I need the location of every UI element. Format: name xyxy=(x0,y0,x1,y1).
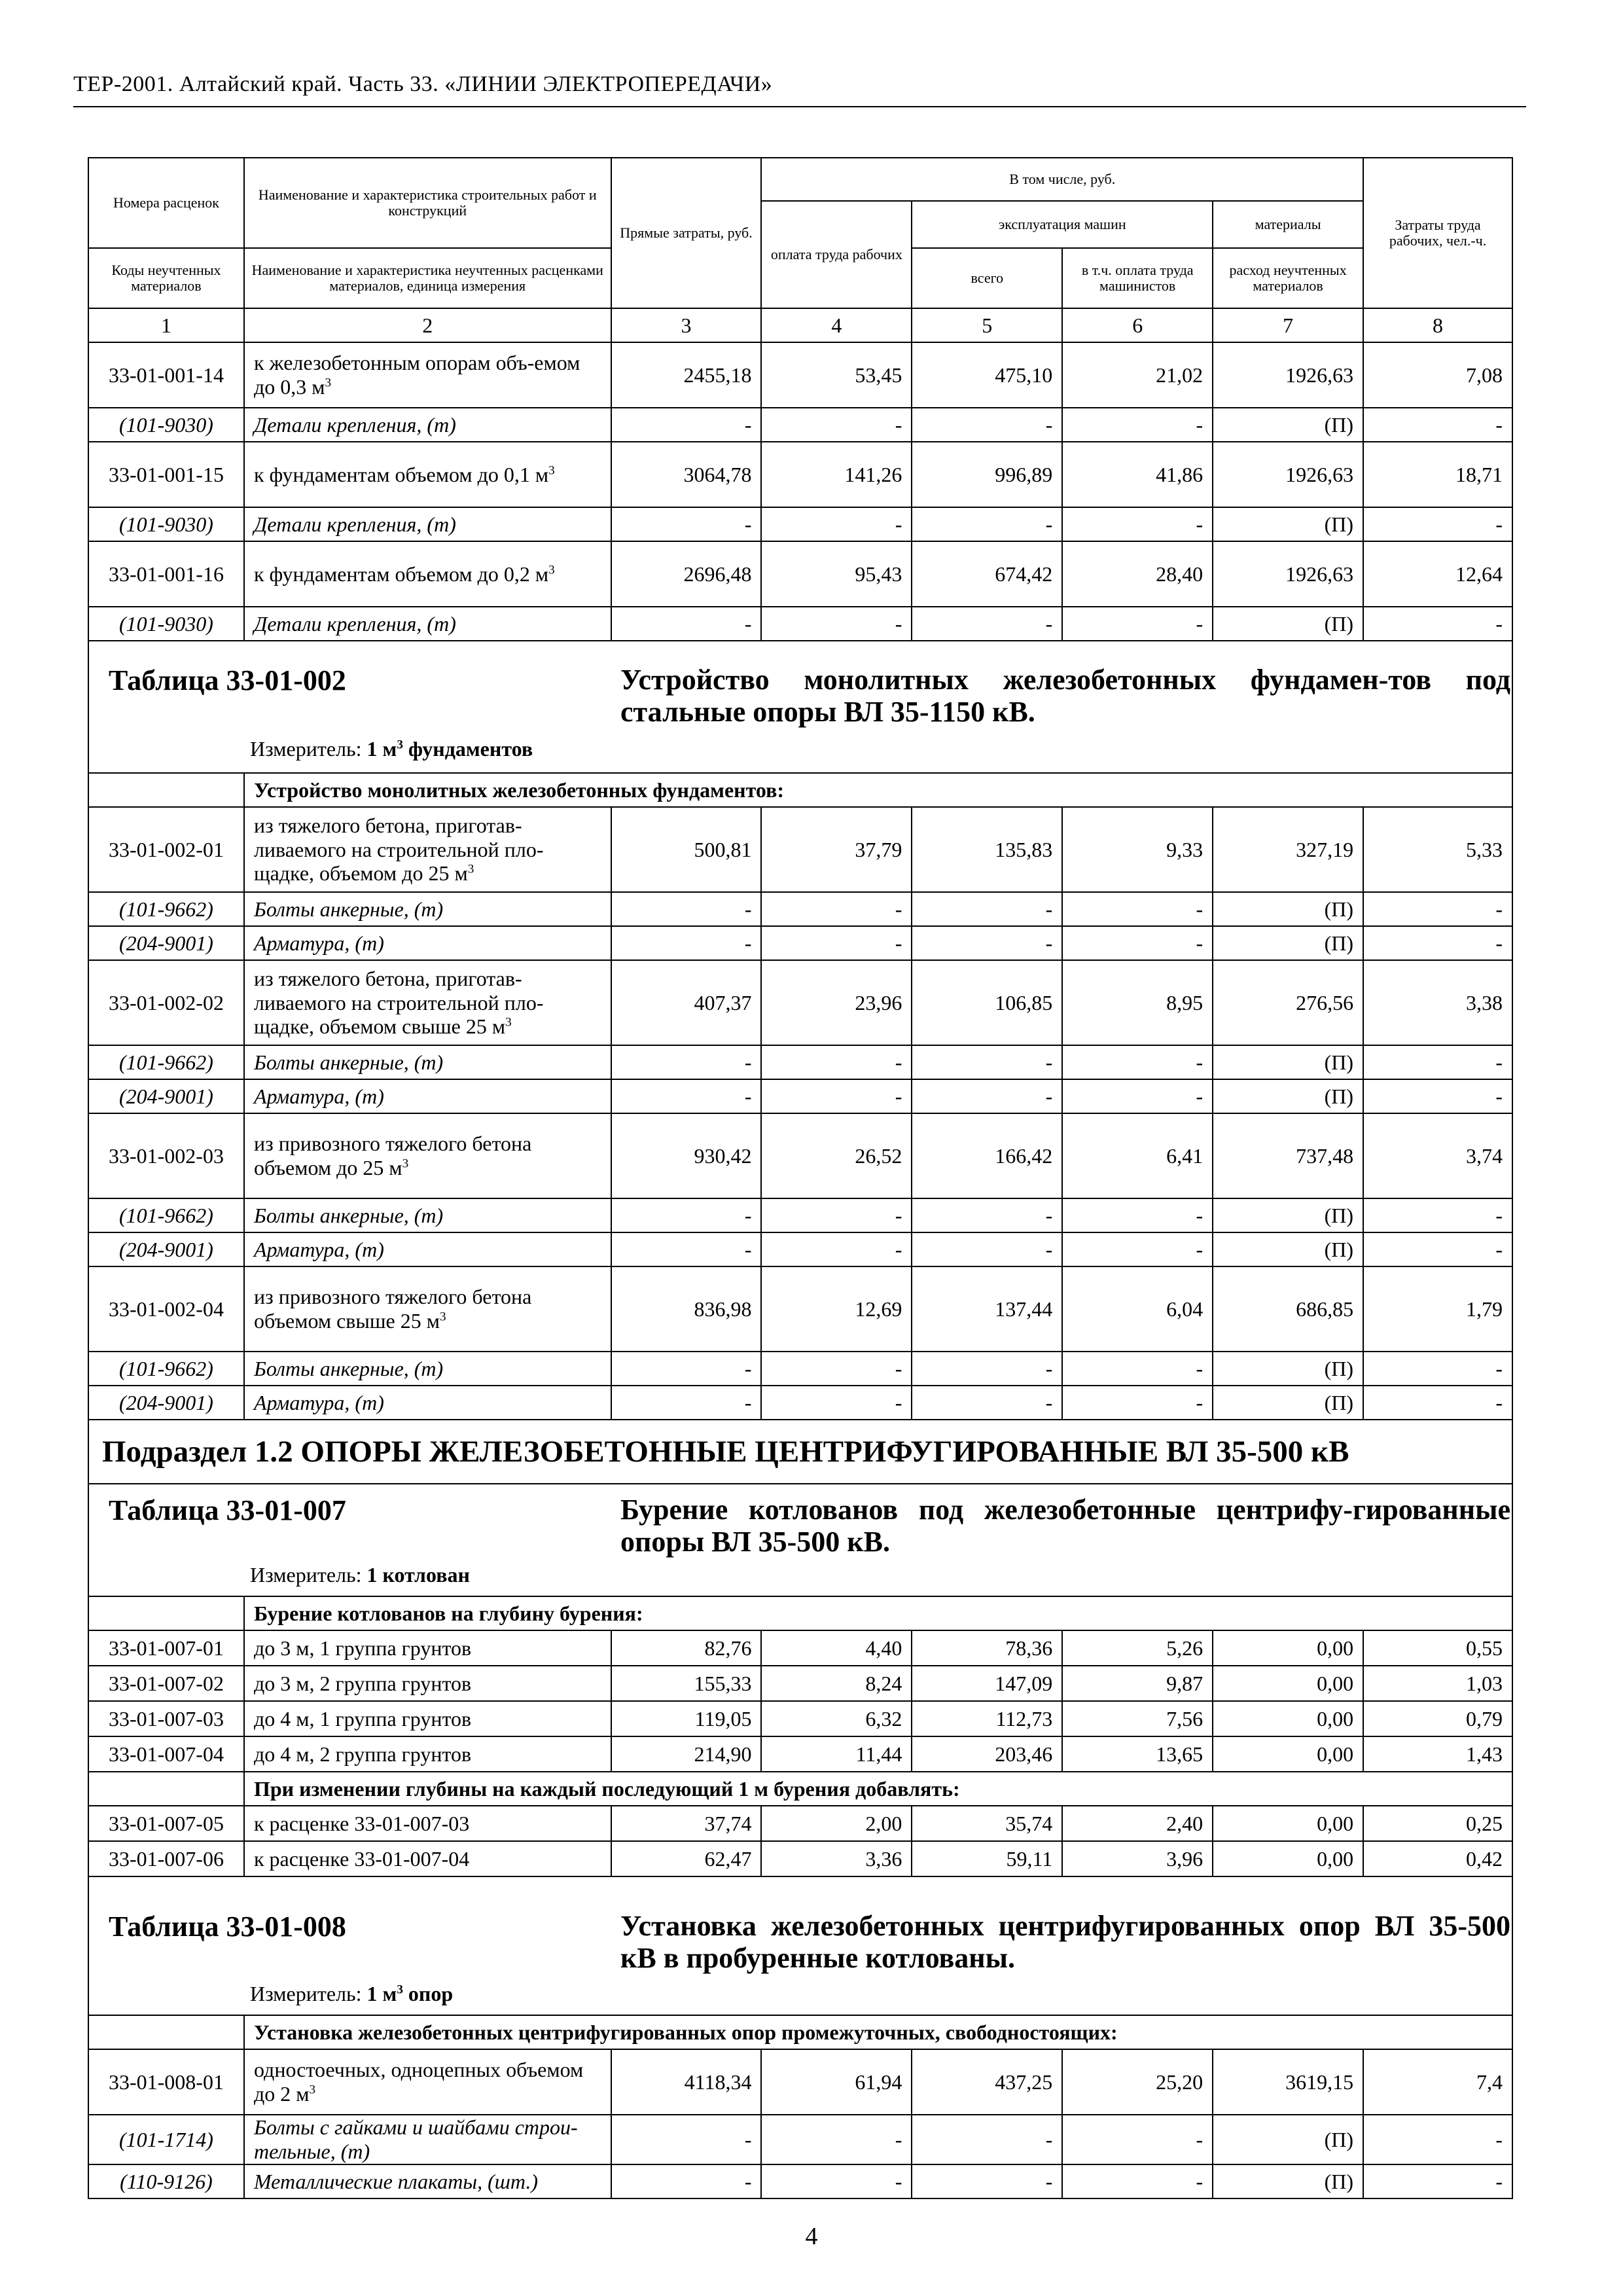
col-number: 2 xyxy=(244,308,611,342)
material-code: (101-9662) xyxy=(88,1352,244,1386)
direct-costs: - xyxy=(611,507,762,541)
machinist-pay: 3,96 xyxy=(1062,1841,1213,1876)
col-header-including: В том числе, руб. xyxy=(761,158,1363,201)
labor-hours: - xyxy=(1363,1352,1512,1386)
table-row xyxy=(88,2049,1512,2115)
col-header-rate-numbers: Номера расценок xyxy=(88,158,244,248)
labor-pay: 8,24 xyxy=(761,1666,912,1701)
labor-hours: - xyxy=(1363,1079,1512,1113)
direct-costs: - xyxy=(611,607,762,641)
direct-costs: 37,74 xyxy=(611,1806,762,1841)
material-code: (101-9030) xyxy=(88,507,244,541)
labor-hours: - xyxy=(1363,926,1512,960)
direct-costs: 4118,34 xyxy=(611,2049,762,2115)
col-number: 1 xyxy=(88,308,244,342)
labor-hours: - xyxy=(1363,408,1512,442)
labor-hours: 1,43 xyxy=(1363,1736,1512,1772)
group1-body xyxy=(88,342,1512,641)
labor-pay: - xyxy=(761,1386,912,1420)
labor-pay: - xyxy=(761,1079,912,1113)
materials-cost: (П) xyxy=(1213,408,1363,442)
machine-total: - xyxy=(912,926,1062,960)
col-number: 5 xyxy=(912,308,1062,342)
machinist-pay: 5,26 xyxy=(1062,1630,1213,1666)
materials-cost: 276,56 xyxy=(1213,960,1363,1045)
materials-cost: 1926,63 xyxy=(1213,541,1363,607)
table-row xyxy=(88,1701,1512,1736)
col-header-material-names: Наименование и характеристика неучтенных расценками материалов, единица измерения xyxy=(244,248,611,308)
machinist-pay: 13,65 xyxy=(1062,1736,1213,1772)
material-name: Детали крепления, (т) xyxy=(244,507,611,541)
page-number: 4 xyxy=(805,2223,818,2250)
material-name: Арматура, (т) xyxy=(244,1232,611,1266)
labor-hours: - xyxy=(1363,2164,1512,2198)
machine-total: 203,46 xyxy=(912,1736,1062,1772)
table-row xyxy=(88,342,1512,408)
direct-costs: - xyxy=(611,1079,762,1113)
machinist-pay: 6,41 xyxy=(1062,1113,1213,1198)
superscript: 3 xyxy=(402,1157,409,1171)
material-name: Болты анкерные, (т) xyxy=(244,1352,611,1386)
rate-code: 33-01-007-04 xyxy=(88,1736,244,1772)
table-description: Бурение котлованов под железобетонные центрифу-гированные опоры ВЛ 35-500 кВ. xyxy=(620,1494,1510,1558)
table-002-header xyxy=(88,641,1512,773)
superscript: 3 xyxy=(467,862,474,876)
materials-cost: 0,00 xyxy=(1213,1806,1363,1841)
labor-hours: 7,4 xyxy=(1363,2049,1512,2115)
machinist-pay: 2,40 xyxy=(1062,1806,1213,1841)
table-row xyxy=(88,807,1512,892)
rate-name: к фундаментам объемом до 0,1 $м^3$ xyxy=(244,442,611,507)
machine-total: - xyxy=(912,507,1062,541)
direct-costs: 2455,18 xyxy=(611,342,762,408)
rate-code: 33-01-001-16 xyxy=(88,541,244,607)
machine-total: 78,36 xyxy=(912,1630,1062,1666)
labor-hours: - xyxy=(1363,607,1512,641)
labor-pay: 3,36 xyxy=(761,1841,912,1876)
table-007-body xyxy=(88,1630,1512,1772)
table-row xyxy=(88,1630,1512,1666)
rate-code: 33-01-007-05 xyxy=(88,1806,244,1841)
rate-name: к расценке 33-01-007-04 xyxy=(244,1841,611,1876)
labor-pay: 2,00 xyxy=(761,1806,912,1841)
table-row xyxy=(88,960,1512,1045)
labor-pay: - xyxy=(761,1045,912,1079)
machine-total: 996,89 xyxy=(912,442,1062,507)
col-number: 4 xyxy=(761,308,912,342)
machinist-pay: - xyxy=(1062,926,1213,960)
material-name: Металлические плакаты, (шт.) xyxy=(244,2164,611,2198)
labor-hours: 1,79 xyxy=(1363,1266,1512,1352)
labor-hours: 0,79 xyxy=(1363,1701,1512,1736)
machine-total: - xyxy=(912,1045,1062,1079)
machinist-pay: - xyxy=(1062,2164,1213,2198)
material-code: (101-9662) xyxy=(88,892,244,926)
group-heading: Установка железобетонных центрифугированных опор промежуточных, свободностоящих: xyxy=(244,2015,1512,2049)
machinist-pay: 41,86 xyxy=(1062,442,1213,507)
col-number: 8 xyxy=(1363,308,1512,342)
rate-code: 33-01-002-01 xyxy=(88,807,244,892)
material-row xyxy=(88,1352,1512,1386)
direct-costs: - xyxy=(611,1198,762,1232)
materials-cost: (П) xyxy=(1213,507,1363,541)
rate-name: до 3 м, 1 группа грунтов xyxy=(244,1630,611,1666)
material-row xyxy=(88,607,1512,641)
machine-total: - xyxy=(912,1079,1062,1113)
material-code: (204-9001) xyxy=(88,926,244,960)
materials-cost: 686,85 xyxy=(1213,1266,1363,1352)
materials-cost: 0,00 xyxy=(1213,1841,1363,1876)
col-header-labor-pay: оплата труда рабочих xyxy=(761,201,912,308)
rate-name: одностоечных, одноцепных объемом до 2 $м^3$ xyxy=(244,2049,611,2115)
machine-total: 112,73 xyxy=(912,1701,1062,1736)
rate-code: 33-01-001-15 xyxy=(88,442,244,507)
direct-costs: 155,33 xyxy=(611,1666,762,1701)
material-row xyxy=(88,1232,1512,1266)
direct-costs: - xyxy=(611,408,762,442)
material-code: (204-9001) xyxy=(88,1386,244,1420)
machine-total: - xyxy=(912,892,1062,926)
superscript: 3 xyxy=(548,562,555,577)
rate-code: 33-01-002-04 xyxy=(88,1266,244,1352)
labor-pay: - xyxy=(761,2115,912,2164)
table-row xyxy=(88,1666,1512,1701)
col-header-machinist-pay: в т.ч. оплата труда машинистов xyxy=(1062,248,1213,308)
direct-costs: 62,47 xyxy=(611,1841,762,1876)
material-name: Болты анкерные, (т) xyxy=(244,1045,611,1079)
labor-hours: 3,74 xyxy=(1363,1113,1512,1198)
materials-cost: 327,19 xyxy=(1213,807,1363,892)
col-header-machine-operation: эксплуатация машин xyxy=(912,201,1213,248)
labor-pay: 95,43 xyxy=(761,541,912,607)
machinist-pay: - xyxy=(1062,507,1213,541)
machinist-pay: - xyxy=(1062,1198,1213,1232)
direct-costs: 836,98 xyxy=(611,1266,762,1352)
materials-cost: 1926,63 xyxy=(1213,342,1363,408)
group-heading: Бурение котлованов на глубину бурения: xyxy=(244,1596,1512,1630)
table-title: Таблица 33-01-008 xyxy=(109,1910,346,1943)
table-002-body xyxy=(88,807,1512,1420)
material-row xyxy=(88,408,1512,442)
rate-name: до 3 м, 2 группа грунтов xyxy=(244,1666,611,1701)
rate-name: из тяжелого бетона, приготав-ливаемого на строительной пло-щадке, объемом до 25 $м^3$ xyxy=(244,807,611,892)
table-title: Таблица 33-01-007 xyxy=(109,1494,346,1526)
machine-total: 437,25 xyxy=(912,2049,1062,2115)
table-row xyxy=(88,541,1512,607)
labor-pay: 6,32 xyxy=(761,1701,912,1736)
material-code: (204-9001) xyxy=(88,1079,244,1113)
col-header-material-codes: Коды неучтенных материалов xyxy=(88,248,244,308)
labor-hours: 0,25 xyxy=(1363,1806,1512,1841)
rate-name: из тяжелого бетона, приготав-ливаемого на строительной пло-щадке, объемом свыше 25 $м^3$ xyxy=(244,960,611,1045)
rate-code: 33-01-002-02 xyxy=(88,960,244,1045)
rate-code: 33-01-007-01 xyxy=(88,1630,244,1666)
col-header-direct-costs: Прямые затраты, руб. xyxy=(611,158,762,308)
material-code: (101-9662) xyxy=(88,1198,244,1232)
labor-pay: - xyxy=(761,926,912,960)
material-code: (101-9030) xyxy=(88,408,244,442)
labor-hours: - xyxy=(1363,1386,1512,1420)
materials-cost: (П) xyxy=(1213,1045,1363,1079)
col-number: 3 xyxy=(611,308,762,342)
rate-name: до 4 м, 2 группа грунтов xyxy=(244,1736,611,1772)
labor-pay: - xyxy=(761,507,912,541)
superscript: 3 xyxy=(309,2083,316,2097)
material-row xyxy=(88,507,1512,541)
materials-cost: 3619,15 xyxy=(1213,2049,1363,2115)
machinist-pay: - xyxy=(1062,1045,1213,1079)
labor-hours: 18,71 xyxy=(1363,442,1512,507)
materials-cost: (П) xyxy=(1213,1079,1363,1113)
materials-cost: (П) xyxy=(1213,2115,1363,2164)
machine-total: - xyxy=(912,1232,1062,1266)
machine-total: - xyxy=(912,1352,1062,1386)
labor-pay: - xyxy=(761,408,912,442)
material-row xyxy=(88,1045,1512,1079)
rate-code: 33-01-001-14 xyxy=(88,342,244,408)
col-header-labor-costs: Затраты труда рабочих, чел.-ч. xyxy=(1363,158,1512,308)
material-row xyxy=(88,1386,1512,1420)
machinist-pay: 9,87 xyxy=(1062,1666,1213,1701)
group-heading: Устройство монолитных железобетонных фундаментов: xyxy=(244,773,1512,807)
header-rule xyxy=(73,106,1526,107)
table-row xyxy=(88,1841,1512,1876)
table-row xyxy=(88,1266,1512,1352)
superscript: 3 xyxy=(505,1015,512,1030)
rate-code: 33-01-007-03 xyxy=(88,1701,244,1736)
superscript: 3 xyxy=(439,1310,446,1324)
machine-total: - xyxy=(912,2164,1062,2198)
direct-costs: - xyxy=(611,1352,762,1386)
rate-name: из привозного тяжелого бетона объемом до 25 $м^3$ xyxy=(244,1113,611,1198)
rate-code: 33-01-007-06 xyxy=(88,1841,244,1876)
table-row xyxy=(88,1806,1512,1841)
machine-total: 59,11 xyxy=(912,1841,1062,1876)
materials-cost: 0,00 xyxy=(1213,1666,1363,1701)
materials-cost: 737,48 xyxy=(1213,1113,1363,1198)
labor-hours: - xyxy=(1363,1198,1512,1232)
labor-hours: 0,55 xyxy=(1363,1630,1512,1666)
direct-costs: - xyxy=(611,892,762,926)
table-description: Установка железобетонных центрифугированных опор ВЛ 35-500 кВ в пробуренные котлованы. xyxy=(620,1910,1510,1975)
table-row xyxy=(88,442,1512,507)
page-header: ТЕР-2001. Алтайский край. Часть 33. «ЛИНИИ ЭЛЕКТРОПЕРЕДАЧИ» xyxy=(73,72,773,96)
materials-cost: (П) xyxy=(1213,2164,1363,2198)
col-header-materials: материалы xyxy=(1213,201,1363,248)
col-header-total: всего xyxy=(912,248,1062,308)
machine-total: 135,83 xyxy=(912,807,1062,892)
labor-pay: 53,45 xyxy=(761,342,912,408)
rate-name: к фундаментам объемом до 0,2 $м^3$ xyxy=(244,541,611,607)
labor-pay: 11,44 xyxy=(761,1736,912,1772)
machinist-pay: 9,33 xyxy=(1062,807,1213,892)
material-name: Арматура, (т) xyxy=(244,1079,611,1113)
direct-costs: 119,05 xyxy=(611,1701,762,1736)
rates-table-wrap xyxy=(88,157,1513,2199)
labor-hours: 7,08 xyxy=(1363,342,1512,408)
direct-costs: 930,42 xyxy=(611,1113,762,1198)
materials-cost: (П) xyxy=(1213,1352,1363,1386)
material-code: (101-1714) xyxy=(88,2115,244,2164)
table-title: Таблица 33-01-002 xyxy=(109,664,346,696)
direct-costs: - xyxy=(611,1232,762,1266)
machinist-pay: - xyxy=(1062,892,1213,926)
labor-hours: - xyxy=(1363,507,1512,541)
direct-costs: 500,81 xyxy=(611,807,762,892)
material-row xyxy=(88,2115,1512,2164)
labor-pay: 141,26 xyxy=(761,442,912,507)
table-meter: Измеритель: 1 котлован xyxy=(250,1563,470,1587)
material-row xyxy=(88,926,1512,960)
materials-cost: 0,00 xyxy=(1213,1701,1363,1736)
rate-name: до 4 м, 1 группа грунтов xyxy=(244,1701,611,1736)
material-name: Арматура, (т) xyxy=(244,926,611,960)
machine-total: 106,85 xyxy=(912,960,1062,1045)
direct-costs: - xyxy=(611,2115,762,2164)
col-header-work-name: Наименование и характеристика строительных работ и конструкций xyxy=(244,158,611,248)
materials-cost: 1926,63 xyxy=(1213,442,1363,507)
table-007-body-2 xyxy=(88,1806,1512,1876)
labor-hours: 3,38 xyxy=(1363,960,1512,1045)
material-code: (204-9001) xyxy=(88,1232,244,1266)
material-name: Болты анкерные, (т) xyxy=(244,892,611,926)
col-number: 7 xyxy=(1213,308,1363,342)
labor-pay: 37,79 xyxy=(761,807,912,892)
direct-costs: - xyxy=(611,926,762,960)
machine-total: - xyxy=(912,408,1062,442)
labor-pay: - xyxy=(761,1232,912,1266)
machinist-pay: 6,04 xyxy=(1062,1266,1213,1352)
labor-hours: - xyxy=(1363,2115,1512,2164)
table-row xyxy=(88,1113,1512,1198)
machinist-pay: 21,02 xyxy=(1062,342,1213,408)
machinist-pay: 7,56 xyxy=(1062,1701,1213,1736)
labor-hours: - xyxy=(1363,892,1512,926)
materials-cost: (П) xyxy=(1213,1386,1363,1420)
labor-pay: 61,94 xyxy=(761,2049,912,2115)
machinist-pay: 28,40 xyxy=(1062,541,1213,607)
material-row xyxy=(88,892,1512,926)
machinist-pay: - xyxy=(1062,1079,1213,1113)
machine-total: - xyxy=(912,1386,1062,1420)
machinist-pay: - xyxy=(1062,1352,1213,1386)
materials-cost: 0,00 xyxy=(1213,1630,1363,1666)
machinist-pay: - xyxy=(1062,1232,1213,1266)
col-number: 6 xyxy=(1062,308,1213,342)
machinist-pay: 25,20 xyxy=(1062,2049,1213,2115)
material-name: Арматура, (т) xyxy=(244,1386,611,1420)
machinist-pay: - xyxy=(1062,2115,1213,2164)
direct-costs: 214,90 xyxy=(611,1736,762,1772)
rate-name: к железобетонным опорам объ-емом до 0,3 $м^3$ xyxy=(244,342,611,408)
machine-total: 674,42 xyxy=(912,541,1062,607)
labor-pay: 4,40 xyxy=(761,1630,912,1666)
labor-pay: - xyxy=(761,2164,912,2198)
rates-table xyxy=(88,157,1513,2199)
rate-code: 33-01-008-01 xyxy=(88,2049,244,2115)
group-heading: При изменении глубины на каждый последующий 1 м бурения добавлять: xyxy=(244,1772,1512,1806)
labor-pay: - xyxy=(761,607,912,641)
machine-total: 35,74 xyxy=(912,1806,1062,1841)
table-008-header xyxy=(88,1876,1512,2015)
materials-cost: (П) xyxy=(1213,926,1363,960)
direct-costs: 3064,78 xyxy=(611,442,762,507)
superscript: 3 xyxy=(325,376,332,390)
labor-pay: 12,69 xyxy=(761,1266,912,1352)
material-row xyxy=(88,1198,1512,1232)
machine-total: 147,09 xyxy=(912,1666,1062,1701)
rate-code: 33-01-002-03 xyxy=(88,1113,244,1198)
material-row xyxy=(88,2164,1512,2198)
material-name: Детали крепления, (т) xyxy=(244,408,611,442)
machine-total: 475,10 xyxy=(912,342,1062,408)
direct-costs: - xyxy=(611,1386,762,1420)
table-meter: Измеритель: 1 $м^3$ опор xyxy=(250,1982,454,2005)
machinist-pay: - xyxy=(1062,607,1213,641)
machine-total: 166,42 xyxy=(912,1113,1062,1198)
machinist-pay: - xyxy=(1062,408,1213,442)
material-code: (110-9126) xyxy=(88,2164,244,2198)
material-code: (101-9030) xyxy=(88,607,244,641)
direct-costs: - xyxy=(611,1045,762,1079)
labor-pay: 23,96 xyxy=(761,960,912,1045)
machine-total: - xyxy=(912,1198,1062,1232)
labor-pay: - xyxy=(761,1198,912,1232)
labor-pay: - xyxy=(761,1352,912,1386)
labor-hours: 5,33 xyxy=(1363,807,1512,892)
labor-hours: - xyxy=(1363,1232,1512,1266)
materials-cost: (П) xyxy=(1213,1232,1363,1266)
direct-costs: 407,37 xyxy=(611,960,762,1045)
table-row xyxy=(88,1736,1512,1772)
materials-cost: (П) xyxy=(1213,892,1363,926)
labor-pay: - xyxy=(761,892,912,926)
direct-costs: - xyxy=(611,2164,762,2198)
material-name: Детали крепления, (т) xyxy=(244,607,611,641)
col-header-unaccounted-materials: расход неучтенных материалов xyxy=(1213,248,1363,308)
machinist-pay: - xyxy=(1062,1386,1213,1420)
rate-code: 33-01-007-02 xyxy=(88,1666,244,1701)
subsection-title: Подраздел 1.2 ОПОРЫ ЖЕЛЕЗОБЕТОННЫЕ ЦЕНТРИФУГИРОВАННЫЕ ВЛ 35-500 кВ xyxy=(88,1420,1512,1484)
superscript: 3 xyxy=(548,463,555,477)
material-name: Болты с гайками и шайбами строи-тельные, (т) xyxy=(244,2115,611,2164)
machinist-pay: 8,95 xyxy=(1062,960,1213,1045)
rate-name: к расценке 33-01-007-03 xyxy=(244,1806,611,1841)
table-meter: Измеритель: 1 $м^3$ фундаментов xyxy=(250,737,533,761)
direct-costs: 82,76 xyxy=(611,1630,762,1666)
material-code: (101-9662) xyxy=(88,1045,244,1079)
table-008-body xyxy=(88,2049,1512,2198)
materials-cost: (П) xyxy=(1213,1198,1363,1232)
machine-total: 137,44 xyxy=(912,1266,1062,1352)
labor-pay: 26,52 xyxy=(761,1113,912,1198)
machine-total: - xyxy=(912,607,1062,641)
materials-cost: (П) xyxy=(1213,607,1363,641)
table-007-header xyxy=(88,1484,1512,1596)
material-row xyxy=(88,1079,1512,1113)
material-name: Болты анкерные, (т) xyxy=(244,1198,611,1232)
labor-hours: 1,03 xyxy=(1363,1666,1512,1701)
machine-total: - xyxy=(912,2115,1062,2164)
labor-hours: 0,42 xyxy=(1363,1841,1512,1876)
rate-name: из привозного тяжелого бетона объемом свыше 25 $м^3$ xyxy=(244,1266,611,1352)
materials-cost: 0,00 xyxy=(1213,1736,1363,1772)
labor-hours: - xyxy=(1363,1045,1512,1079)
direct-costs: 2696,48 xyxy=(611,541,762,607)
table-description: Устройство монолитных железобетонных фундамен-тов под стальные опоры ВЛ 35-1150 кВ. xyxy=(620,664,1510,728)
labor-hours: 12,64 xyxy=(1363,541,1512,607)
